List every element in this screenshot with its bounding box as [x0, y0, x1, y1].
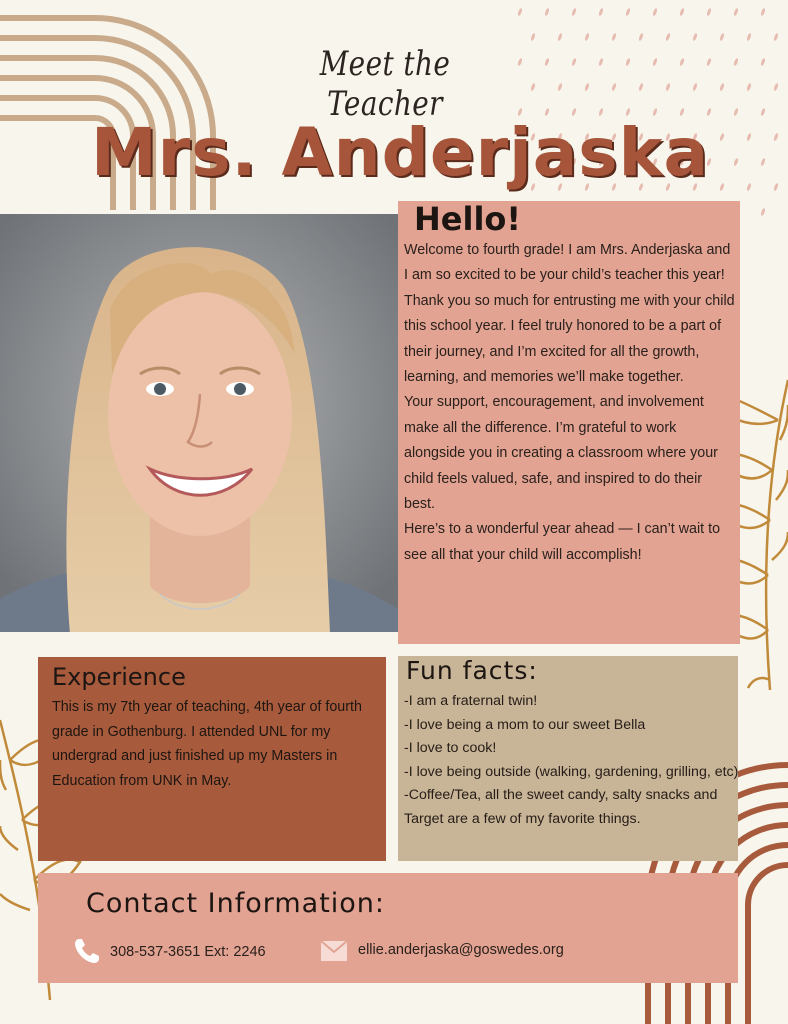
- dot: [719, 83, 725, 92]
- dot: [544, 58, 550, 67]
- dot: [760, 58, 766, 67]
- fun-facts-heading: Fun facts:: [406, 656, 538, 685]
- phone-icon: [72, 936, 102, 966]
- dot: [530, 83, 536, 92]
- dot: [733, 58, 739, 67]
- dot: [517, 58, 523, 67]
- fun-facts-list: [404, 690, 744, 831]
- dot: [571, 58, 577, 67]
- dot: [746, 33, 752, 42]
- dot: [733, 8, 739, 17]
- dot: [557, 83, 563, 92]
- teacher-portrait-image: [0, 214, 398, 632]
- dot: [598, 8, 604, 17]
- dot: [544, 8, 550, 17]
- dot: [746, 83, 752, 92]
- hello-heading: Hello!: [414, 200, 521, 238]
- teacher-name-title: Mrs. Anderjaska: [90, 114, 710, 191]
- dot: [584, 83, 590, 92]
- hello-paragraph: Welcome to fourth grade! I am Mrs. Anderjaska and I am so excited to be your child’s teacher this year! Thank you so much for entrusting me with your child this school year. I feel truly honored to be a part of their journey, and I’m excited for all the growth, learning, and memories we’ll make together.: [404, 242, 735, 386]
- dot: [652, 8, 658, 17]
- dot: [679, 58, 685, 67]
- dot: [773, 183, 779, 192]
- phone-number[interactable]: 308-537-3651 Ext: 2246: [110, 944, 266, 960]
- hello-message: [404, 238, 736, 568]
- dot: [638, 33, 644, 42]
- dot: [665, 33, 671, 42]
- dot: [773, 83, 779, 92]
- dot: [760, 158, 766, 167]
- hello-paragraph: Your support, encouragement, and involvement make all the difference. I’m grateful to work alongside you in creating a classroom where your child feels valued, safe, and inspired to do their best.: [404, 394, 718, 513]
- dot: [773, 133, 779, 142]
- fun-fact-item: -I love to cook!: [404, 740, 497, 756]
- dot: [719, 33, 725, 42]
- dot: [692, 33, 698, 42]
- dot: [760, 8, 766, 17]
- dot: [760, 108, 766, 117]
- experience-text: This is my 7th year of teaching, 4th year of fourth grade in Gothenburg. I attended UNL for my undergrad and just finished up my Masters in Education from UNK in May.: [52, 699, 362, 789]
- dot: [692, 83, 698, 92]
- fun-fact-item: -I love being a mom to our sweet Bella: [404, 716, 646, 733]
- experience-heading: Experience: [52, 663, 186, 691]
- dot: [679, 8, 685, 17]
- dot: [584, 33, 590, 42]
- dot: [557, 33, 563, 42]
- dot: [706, 8, 712, 17]
- dot: [625, 58, 631, 67]
- dot: [625, 8, 631, 17]
- contact-heading: Contact Information:: [86, 888, 386, 919]
- dot: [571, 8, 577, 17]
- teacher-photo: [0, 214, 398, 632]
- dot: [598, 58, 604, 67]
- dot: [706, 58, 712, 67]
- fun-fact-item: -Coffee/Tea, all the sweet candy, salty snacks and Target are a few of my favorite things.: [404, 787, 718, 827]
- dot: [760, 208, 766, 217]
- dot: [611, 33, 617, 42]
- dot: [611, 83, 617, 92]
- dot: [517, 8, 523, 17]
- fun-fact-item: -I am a fraternal twin!: [404, 693, 538, 709]
- dot: [773, 33, 779, 42]
- dot: [665, 83, 671, 92]
- fun-fact-item: -I love being outside (walking, gardening, grilling, etc): [404, 763, 739, 780]
- email-icon: [320, 940, 348, 962]
- dot: [638, 83, 644, 92]
- dot: [652, 58, 658, 67]
- hello-paragraph: Here’s to a wonderful year ahead — I can’t wait to see all that your child will accomplish!: [404, 521, 721, 563]
- dot: [530, 33, 536, 42]
- meet-the-teacher-heading: Meet the Teacher: [319, 44, 451, 124]
- email-address[interactable]: ellie.anderjaska@goswedes.org: [358, 942, 564, 958]
